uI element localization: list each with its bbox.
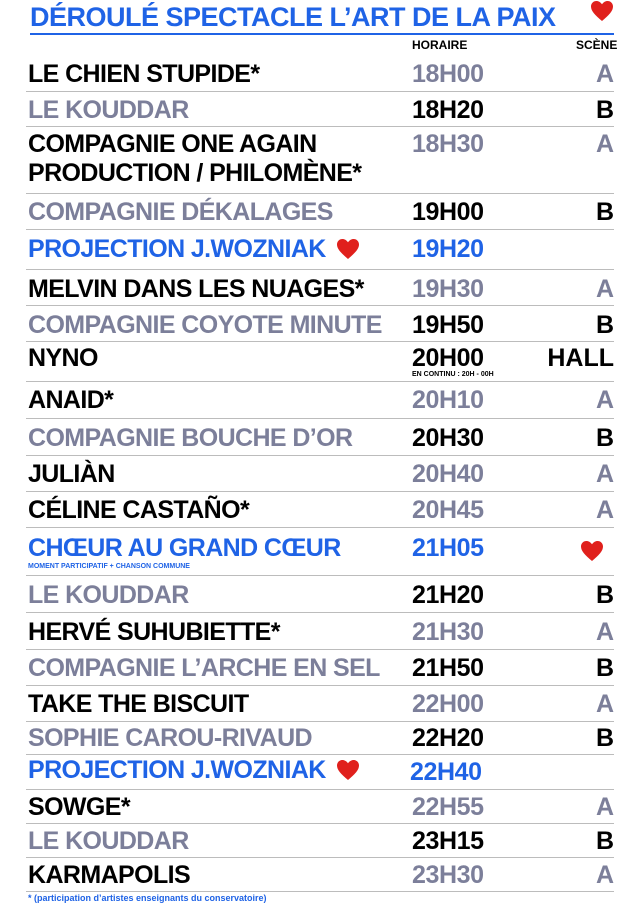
schedule-row bbox=[0, 230, 640, 270]
schedule-row bbox=[0, 456, 640, 492]
act-time: 18H30 bbox=[412, 130, 484, 158]
act-time: 19H30 bbox=[412, 275, 484, 303]
row-divider bbox=[26, 891, 614, 892]
schedule-row bbox=[0, 342, 640, 382]
act-time: 18H20 bbox=[412, 96, 484, 124]
act-time: 18H00 bbox=[412, 60, 484, 88]
act-name: ANAID* bbox=[28, 386, 114, 414]
heart-icon bbox=[590, 0, 614, 22]
act-name: SOPHIE CAROU-RIVAUD bbox=[28, 724, 312, 752]
schedule-row bbox=[0, 56, 640, 92]
act-name-group bbox=[28, 235, 360, 263]
act-time: 22H20 bbox=[412, 724, 484, 752]
footnote: * (participation d’artistes enseignants du conservatoire) bbox=[28, 893, 267, 903]
schedule-row bbox=[0, 270, 640, 306]
schedule-row bbox=[0, 722, 640, 755]
act-stage: A bbox=[595, 496, 614, 524]
act-name: CHŒUR AU GRAND CŒUR bbox=[28, 534, 341, 562]
schedule-row bbox=[0, 382, 640, 419]
time-column-header: HORAIRE bbox=[412, 38, 468, 52]
act-time: 19H00 bbox=[412, 198, 484, 226]
act-name: COMPAGNIE DÉKALAGES bbox=[28, 198, 333, 226]
act-stage: A bbox=[595, 275, 614, 303]
act-stage: A bbox=[595, 861, 614, 889]
act-time: 20H10 bbox=[412, 386, 484, 414]
act-name: SOWGE* bbox=[28, 793, 130, 821]
act-stage: B bbox=[595, 654, 614, 682]
act-stage: A bbox=[595, 618, 614, 646]
schedule-row bbox=[0, 650, 640, 686]
schedule-row bbox=[0, 419, 640, 456]
schedule-row bbox=[0, 613, 640, 650]
act-name-group bbox=[28, 756, 360, 784]
act-time: 19H50 bbox=[412, 311, 484, 339]
act-time: 21H30 bbox=[412, 618, 484, 646]
act-time: 20H30 bbox=[412, 424, 484, 452]
act-name: JULIÀN bbox=[28, 460, 115, 488]
schedule-row bbox=[0, 790, 640, 824]
act-name: KARMAPOLIS bbox=[28, 861, 191, 889]
act-time-note: EN CONTINU : 20H - 00H bbox=[412, 371, 494, 378]
act-name: HERVÉ SUHUBIETTE* bbox=[28, 618, 280, 646]
act-name: PROJECTION J.WOZNIAK bbox=[28, 756, 326, 784]
act-time: 20H40 bbox=[412, 460, 484, 488]
act-stage: B bbox=[595, 581, 614, 609]
schedule-row bbox=[0, 576, 640, 613]
schedule-row bbox=[0, 92, 640, 127]
act-stage: B bbox=[595, 724, 614, 752]
act-time: 22H00 bbox=[412, 690, 484, 718]
schedule-row bbox=[0, 528, 640, 576]
act-name: LE KOUDDAR bbox=[28, 827, 189, 855]
act-name: NYNO bbox=[28, 344, 98, 372]
act-name: LE CHIEN STUPIDE* bbox=[28, 60, 260, 88]
heart-icon bbox=[336, 759, 360, 781]
act-time: 23H30 bbox=[412, 861, 484, 889]
act-stage: HALL bbox=[547, 344, 614, 372]
schedule-row bbox=[0, 755, 640, 790]
act-name: MELVIN DANS LES NUAGES* bbox=[28, 275, 364, 303]
schedule-row bbox=[0, 306, 640, 342]
act-name: PROJECTION J.WOZNIAK bbox=[28, 235, 326, 263]
stage-column-header: SCÈNE bbox=[576, 38, 618, 52]
act-time: 21H50 bbox=[412, 654, 484, 682]
schedule-row bbox=[0, 127, 640, 194]
act-stage: B bbox=[595, 424, 614, 452]
heart-icon bbox=[336, 238, 360, 260]
act-time: 21H05 bbox=[412, 534, 484, 562]
act-stage: B bbox=[595, 96, 614, 124]
act-time: 22H40 bbox=[410, 758, 482, 786]
act-time: 23H15 bbox=[412, 827, 484, 855]
schedule-row bbox=[0, 492, 640, 528]
act-stage: A bbox=[595, 460, 614, 488]
act-name-note: MOMENT PARTICIPATIF + CHANSON COMMUNE bbox=[28, 563, 190, 570]
act-name: LE KOUDDAR bbox=[28, 96, 189, 124]
schedule-row bbox=[0, 686, 640, 722]
page-title: DÉROULÉ SPECTACLE L’ART DE LA PAIX bbox=[30, 2, 556, 32]
act-name: COMPAGNIE BOUCHE D’OR bbox=[28, 424, 353, 452]
schedule-row bbox=[0, 858, 640, 892]
act-stage: A bbox=[595, 130, 614, 158]
act-name: TAKE THE BISCUIT bbox=[28, 690, 249, 718]
act-stage: B bbox=[595, 198, 614, 226]
act-time: 20H00 bbox=[412, 344, 484, 372]
act-stage: B bbox=[595, 311, 614, 339]
act-name: COMPAGNIE COYOTE MINUTE bbox=[28, 311, 382, 339]
act-name: COMPAGNIE L’ARCHE EN SEL bbox=[28, 654, 380, 682]
schedule-row bbox=[0, 194, 640, 230]
act-time: 19H20 bbox=[412, 235, 484, 263]
act-stage: A bbox=[595, 386, 614, 414]
act-stage: A bbox=[595, 793, 614, 821]
act-name: CÉLINE CASTAÑO* bbox=[28, 496, 250, 524]
act-time: 20H45 bbox=[412, 496, 484, 524]
heart-icon bbox=[580, 540, 604, 562]
act-name: LE KOUDDAR bbox=[28, 581, 189, 609]
title-underline bbox=[30, 33, 614, 35]
schedule-row bbox=[0, 824, 640, 858]
act-stage: A bbox=[595, 60, 614, 88]
act-stage: A bbox=[595, 690, 614, 718]
act-time: 21H20 bbox=[412, 581, 484, 609]
act-name: COMPAGNIE ONE AGAIN PRODUCTION / PHILOMÈNE* bbox=[28, 130, 362, 187]
act-stage: B bbox=[595, 827, 614, 855]
act-time: 22H55 bbox=[412, 793, 484, 821]
